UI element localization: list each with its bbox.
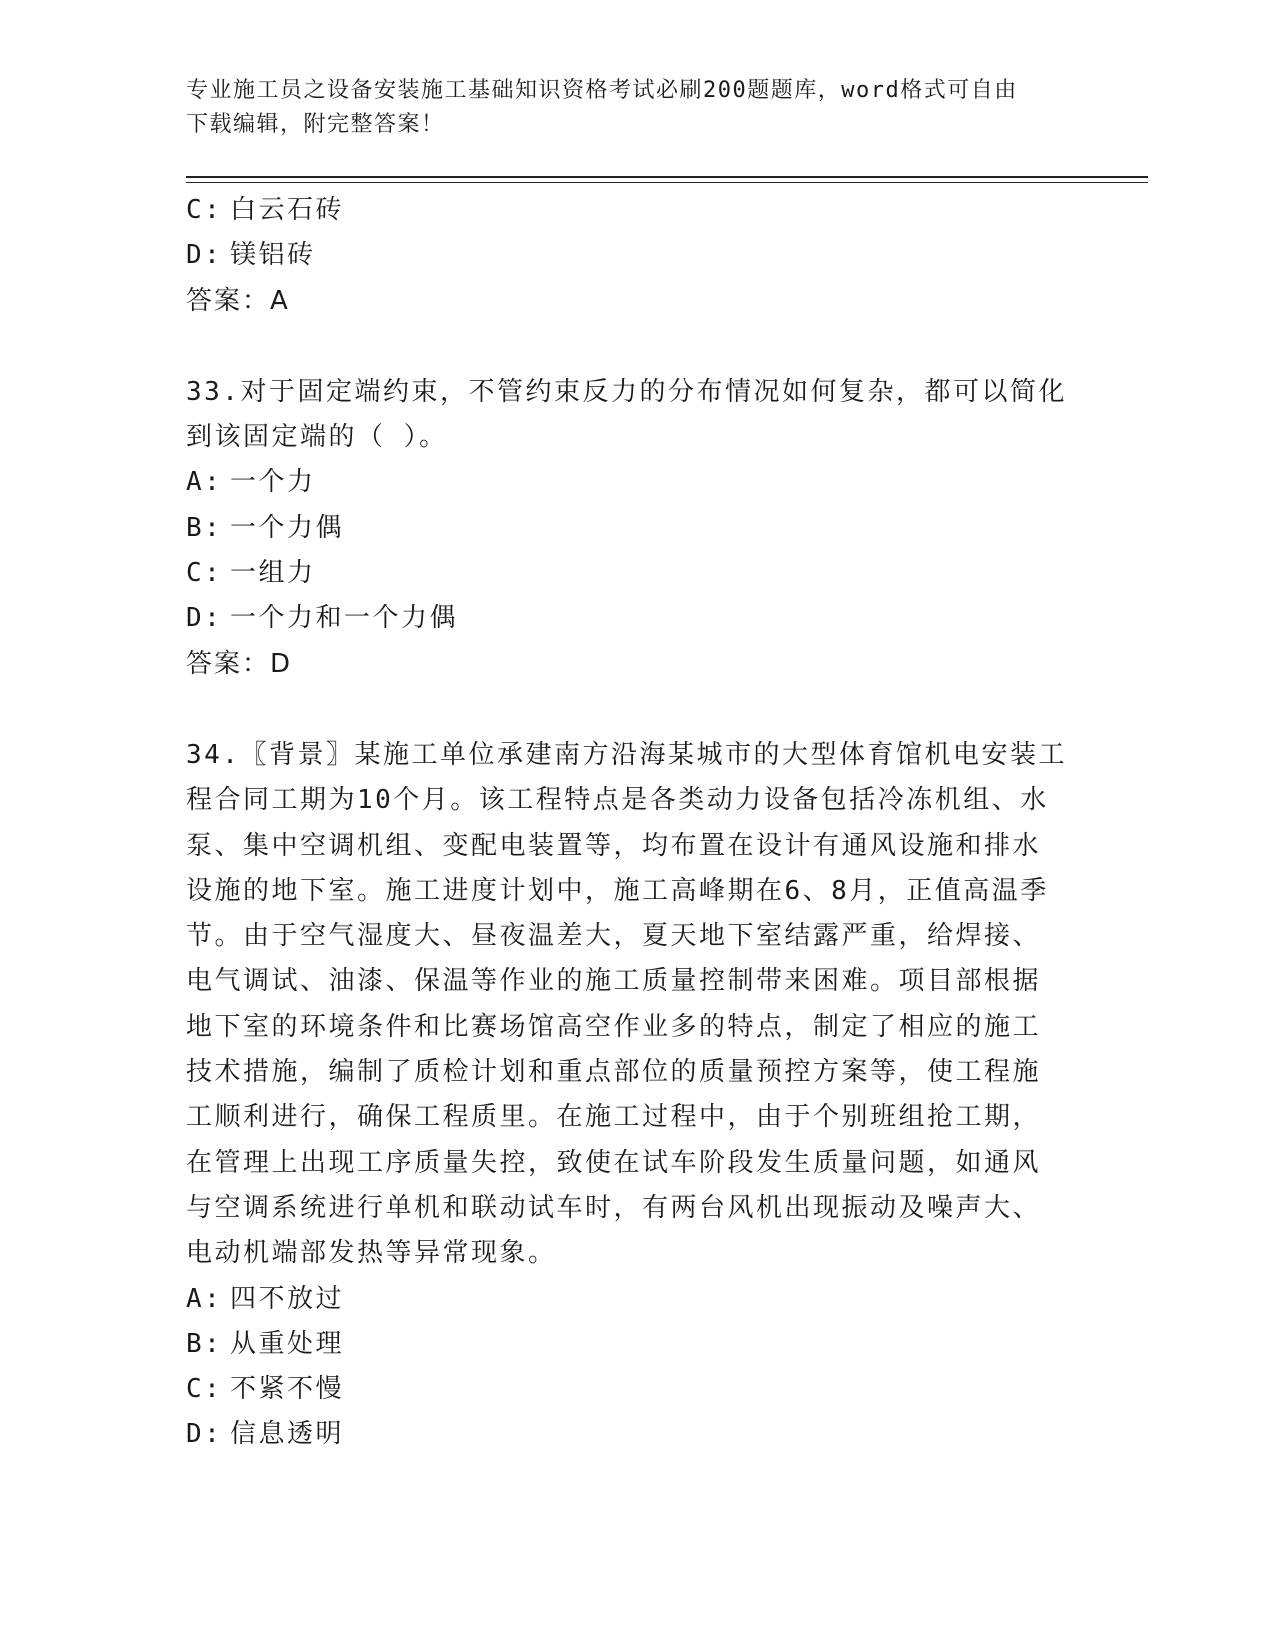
question-text-line: 电气调试、油漆、保温等作业的施工质量控制带来困难。项目部根据 — [186, 966, 1042, 997]
question-text-line: 程合同工期为10个月。该工程特点是各类动力设备包括冷冻机组、水 — [186, 785, 1049, 816]
option-b — [186, 506, 1066, 551]
option-letter: C: — [186, 1374, 223, 1405]
question-text-line: 泵、集中空调机组、变配电装置等，均布置在设计有通风设施和排水 — [186, 830, 1042, 861]
option-letter: C: — [186, 195, 223, 225]
question-text-line: 工顺利进行，确保工程质里。在施工过程中，由于个别班组抢工期， — [186, 1102, 1042, 1133]
option-text: 一个力和一个力偶 — [230, 603, 459, 634]
option-letter: D: — [186, 240, 223, 271]
question-text-line: 节。由于空气湿度大、昼夜温差大，夏天地下室结露严重，给焊接、 — [186, 921, 1042, 952]
question-32-tail — [186, 188, 1066, 324]
option-letter: A: — [186, 467, 223, 498]
question-text-line: 33.对于固定端约束，不管约束反力的分布情况如何复杂，都可以简化 — [186, 376, 1067, 407]
option-text: 一个力偶 — [230, 512, 345, 543]
option-b — [186, 1322, 1066, 1367]
option-d — [186, 596, 1066, 641]
option-c — [186, 551, 1066, 596]
option-d — [186, 233, 1066, 278]
option-text: 一组力 — [230, 558, 316, 589]
spacer — [186, 324, 1066, 370]
question-text-line: 设施的地下室。施工进度计划中，施工高峰期在6、8月，正值高温季 — [186, 875, 1049, 906]
spacer — [186, 687, 1066, 733]
option-letter: D: — [186, 1419, 223, 1450]
question-34 — [186, 733, 1066, 1458]
question-text-line: 34.〖背景〗某施工单位承建南方沿海某城市的大型体育馆机电安装工 — [186, 739, 1067, 770]
question-text-line: 地下室的环境条件和比赛场馆高空作业多的特点，制定了相应的施工 — [186, 1011, 1042, 1042]
option-d — [186, 1412, 1066, 1457]
option-text: 不紧不慢 — [230, 1374, 345, 1405]
option-text: 信息透明 — [230, 1419, 345, 1450]
header-line-2: 下载编辑，附完整答案！ — [186, 112, 445, 137]
header-rule-thin — [186, 182, 1148, 183]
question-text-line: 电动机端部发热等异常现象。 — [186, 1238, 557, 1269]
option-c — [186, 1367, 1066, 1412]
question-text-line: 到该固定端的（ ）。 — [186, 422, 448, 453]
question-33 — [186, 370, 1066, 687]
document-header — [186, 74, 1066, 142]
answer-line: 答案：D — [186, 648, 293, 679]
option-text: 白云石砖 — [230, 195, 345, 225]
option-letter: A: — [186, 1283, 223, 1314]
option-text: 四不放过 — [230, 1283, 345, 1314]
option-c — [186, 188, 1066, 233]
answer-line: 答案：A — [186, 285, 290, 316]
document-body — [186, 188, 1066, 1458]
option-letter: B: — [186, 1328, 223, 1359]
option-letter: B: — [186, 512, 223, 543]
option-text: 从重处理 — [230, 1328, 345, 1359]
question-text-line: 技术措施，编制了质检计划和重点部位的质量预控方案等，使工程施 — [186, 1057, 1042, 1088]
option-letter: C: — [186, 558, 223, 589]
header-rule-thick — [186, 176, 1148, 178]
option-a — [186, 460, 1066, 505]
question-text-line: 在管理上出现工序质量失控，致使在试车阶段发生质量问题，如通风 — [186, 1147, 1042, 1178]
option-text: 镁铝砖 — [230, 240, 316, 271]
question-text-line: 与空调系统进行单机和联动试车时，有两台风机出现振动及噪声大、 — [186, 1192, 1042, 1223]
option-letter: D: — [186, 603, 223, 634]
header-line-1: 专业施工员之设备安装施工基础知识资格考试必刷200题题库，word格式可自由 — [186, 78, 1018, 103]
option-text: 一个力 — [230, 467, 316, 498]
option-a — [186, 1277, 1066, 1322]
